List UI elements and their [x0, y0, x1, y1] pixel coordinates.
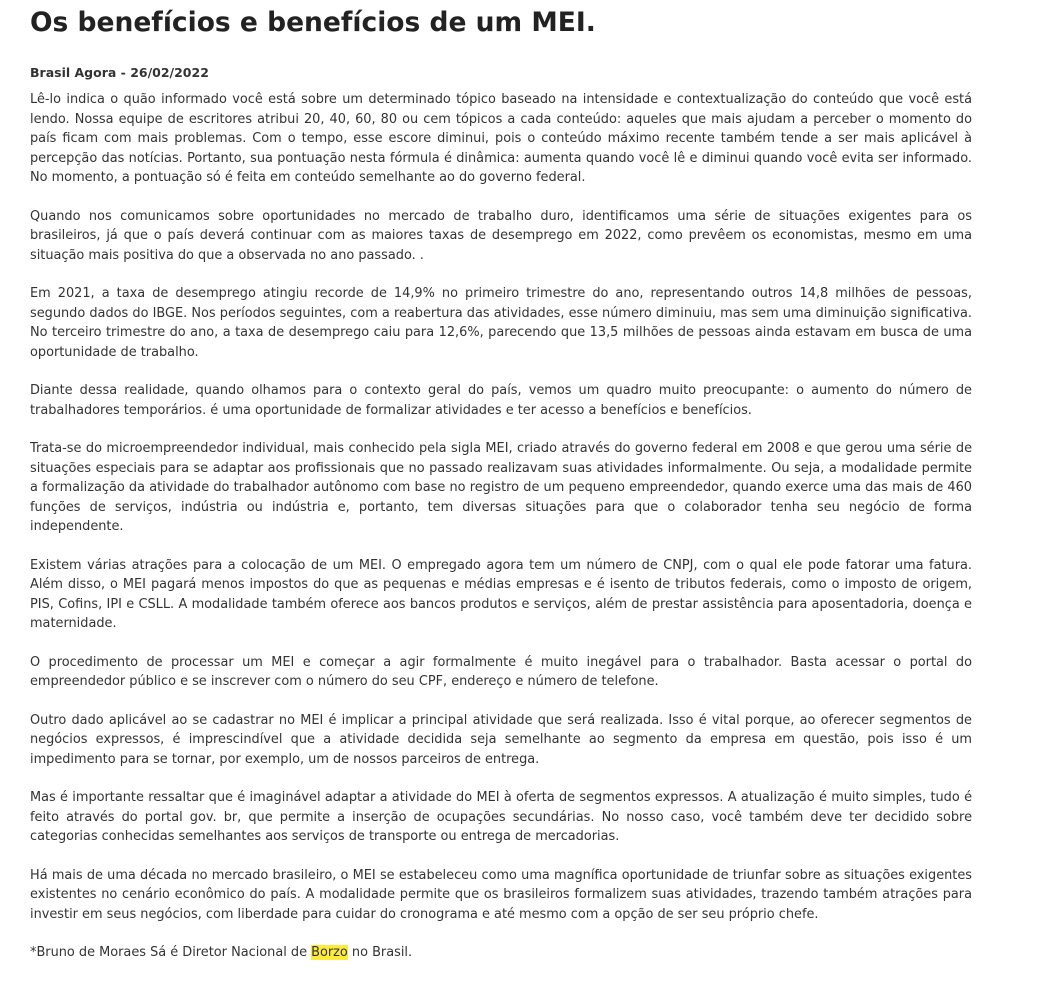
article-paragraph: Trata-se do microempreendedor individual, mais conhecido pela sigla MEI, criado através do governo federal em 2008 e que gerou uma série de situações especiais para se adaptar aos profissionais que no passado realizavam suas atividades informalmente. Ou seja, a modalidade permite a formalização da atividade do trabalhador autônomo com base no registro de um pequeno empreendedor, quando exerce uma das mais de 460 funções de serviços, indústria ou indústria e, portanto, tem diversas situações para que o colaborador tenha seu negócio de forma independente.	[30, 441, 972, 534]
article-paragraph: O procedimento de processar um MEI e começar a agir formalmente é muito inegável para o trabalhador. Basta acessar o portal do empreendedor público e se inscrever com o número do seu CPF, endereço e número de telefone.	[30, 654, 972, 689]
article-paragraph: Existem várias atrações para a colocação de um MEI. O empregado agora tem um número de CNPJ, com o qual ele pode fatorar uma fatura. Além disso, o MEI pagará menos impostos do que as pequenas e médias empresas e é isento de tributos federais, como o imposto de origem, PIS, Cofins, IPI e CSLL. A modalidade também oferece aos bancos produtos e serviços, além de prestar assistência para aposentadoria, doença e maternidade.	[30, 557, 972, 631]
footnote-text: *Bruno de Moraes Sá é Diretor Nacional de	[30, 945, 312, 960]
article-paragraph: Outro dado aplicável ao se cadastrar no MEI é implicar a principal atividade que será realizada. Isso é vital porque, ao oferecer segmentos de negócios expressos, é imprescindível que a atividade decidida seja semelhante ao segmento da empresa em questão, pois isso é um impedimento para se tornar, por exemplo, um de nossos parceiros de entrega.	[30, 712, 972, 767]
article-byline: Brasil Agora - 26/02/2022	[30, 65, 209, 80]
footnote-text-end: no Brasil.	[347, 945, 413, 960]
article-paragraph: Lê-lo indica o quão informado você está sobre um determinado tópico baseado na intensidade e contextualização do conteúdo que você está lendo. Nossa equipe de escritores atribui 20, 40, 60, 80 ou cem tópicos a cada conteúdo: aqueles que mais ajudam a perceber o momento do país ficam com mais problemas. Com o tempo, esse escore diminui, pois o conteúdo máximo recente também tende a ser mais aplicável à percepção das notícias. Portanto, sua pontuação nesta fórmula é dinâmica: aumenta quando você lê e diminui quando você evita ser informado. No momento, a pontuação só é feita em conteúdo semelhante ao do governo federal.	[30, 92, 972, 185]
article	[30, 0, 972, 982]
article-paragraph: Em 2021, a taxa de desemprego atingiu recorde de 14,9% no primeiro trimestre do ano, representando outros 14,8 milhões de pessoas, segundo dados do IBGE. Nos períodos seguintes, com a reabertura das atividades, esse número diminuiu, mas sem uma diminuição significativa. No terceiro trimestre do ano, a taxa de desemprego caiu para 12,6%, parecendo que 13,5 milhões de pessoas ainda estavam em busca de uma oportunidade de trabalho.	[30, 286, 972, 360]
article-title: Os benefícios e benefícios de um MEI.	[30, 7, 596, 38]
article-paragraph: Diante dessa realidade, quando olhamos para o contexto geral do país, vemos um quadro muito preocupante: o aumento do número de trabalhadores temporários. é uma oportunidade de formalizar atividades e ter acesso a benefícios e benefícios.	[30, 383, 972, 418]
article-paragraph: Quando nos comunicamos sobre oportunidades no mercado de trabalho duro, identificamos uma série de situações exigentes para os brasileiros, já que o país deverá continuar com as maiores taxas de desemprego em 2022, como prevêem os economistas, mesmo em uma situação mais positiva do que a observada no ano passado. .	[30, 208, 972, 263]
highlighted-company-name: Borzo	[311, 945, 348, 960]
author-footnote	[30, 943, 972, 963]
article-paragraph: Mas é importante ressaltar que é imaginável adaptar a atividade do MEI à oferta de segmentos expressos. A atualização é muito simples, tudo é feito através do portal gov. br, que permite a inserção de ocupações secundárias. No nosso caso, você também deve ter decidido sobre categorias conhecidas semelhantes aos serviços de transporte ou entrega de mercadorias.	[30, 790, 972, 844]
article-paragraph: Há mais de uma década no mercado brasileiro, o MEI se estabeleceu como uma magnífica oportunidade de triunfar sobre as situações exigentes existentes no cenário econômico do país. A modalidade permite que os brasileiros formalizem suas atividades, trazendo também atrações para investir em seus negócios, com liberdade para cuidar do cronograma e até mesmo com a opção de ser seu próprio chefe.	[30, 867, 972, 922]
